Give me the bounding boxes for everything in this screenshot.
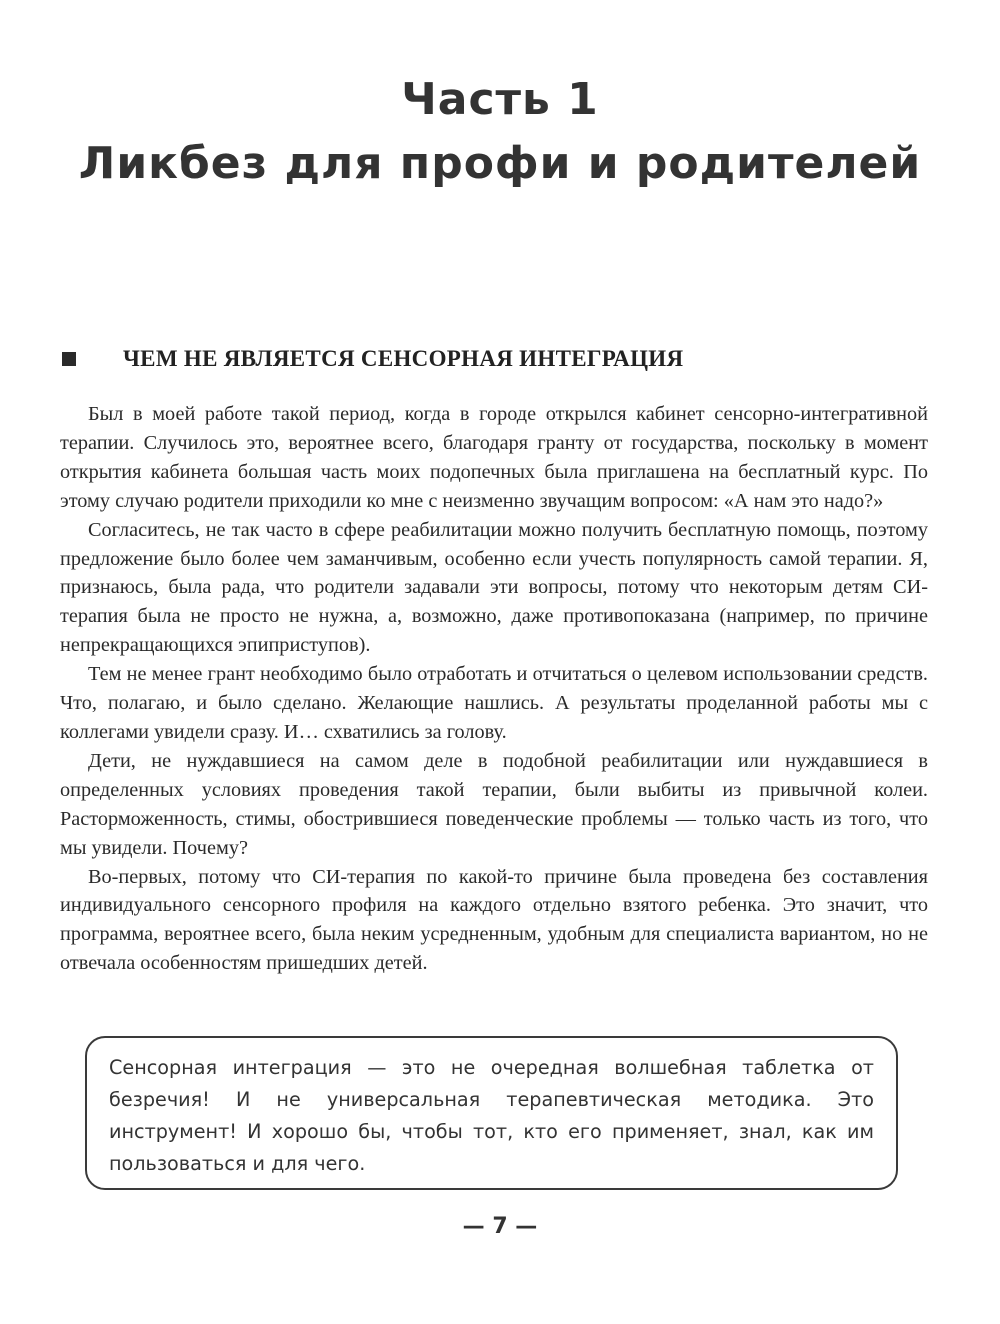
part-number: Часть 1 <box>401 74 599 125</box>
callout-text: Сенсорная интеграция — это не очередная волшебная таблетка от безречия! И не универсальная терапевтическая методика. Это инструмент! И хорошо бы, чтобы тот, кто его применяет, знал, как им пользоваться и для чего. <box>109 1056 874 1175</box>
paragraph: Во-первых, потому что СИ-терапия по какой-то причине была проведена без составления индивидуального сенсорного профиля на каждого отдельно взятого ребенка. Это значит, что программа, вероятнее всего, была неким усредненным, удобным для специалиста вариантом, но не отвечала особенностям пришедших детей. <box>60 865 928 975</box>
part-title <box>0 68 1000 196</box>
section-title: ЧЕМ НЕ ЯВЛЯЕТСЯ СЕНСОРНАЯ ИНТЕГРАЦИЯ <box>123 346 684 371</box>
paragraph: Согласитесь, не так часто в сфере реабилитации можно получить бесплатную помощь, поэтому предложение было более чем заманчивым, особенно если учесть популярность самой терапии. Я, признаюсь, была рада, что родители задавали эти вопросы, потому что некоторым детям СИ-терапия была не просто не нужна, а, возможно, даже противопоказана (например, по причине непрекращающихся эпиприступов). <box>60 518 928 657</box>
paragraph: Был в моей работе такой период, когда в городе открылся кабинет сенсорно-интегративной терапии. Случилось это, вероятнее всего, благодаря гранту от государства, поскольку в момент открытия кабинета большая часть моих подопечных была приглашена на бесплатный курс. По этому случаю родители приходили ко мне с неизменно звучащим вопросом: «А нам это надо?» <box>60 403 928 512</box>
section-heading <box>62 342 942 376</box>
body-text <box>60 400 928 978</box>
page-number: — 7 — <box>462 1214 538 1239</box>
paragraph: Тем не менее грант необходимо было отработать и отчитаться о целевом использовании средств. Что, полагаю, и было сделано. Желающие нашлись. А результаты проделанной работы мы с коллегами увидели сразу. И… схватились за голову. <box>60 663 928 743</box>
part-subtitle: Ликбез для профи и родителей <box>78 138 922 189</box>
callout-box <box>85 1036 898 1190</box>
paragraph: Дети, не нуждавшиеся на самом деле в подобной реабилитации или нуждавшиеся в определенных условиях проведения такой терапии, были выбиты из привычной колеи. Расторможенность, стимы, обострившиеся поведенческие проблемы — только часть из того, что мы увидели. Почему? <box>60 749 928 859</box>
square-bullet-icon <box>62 352 76 366</box>
